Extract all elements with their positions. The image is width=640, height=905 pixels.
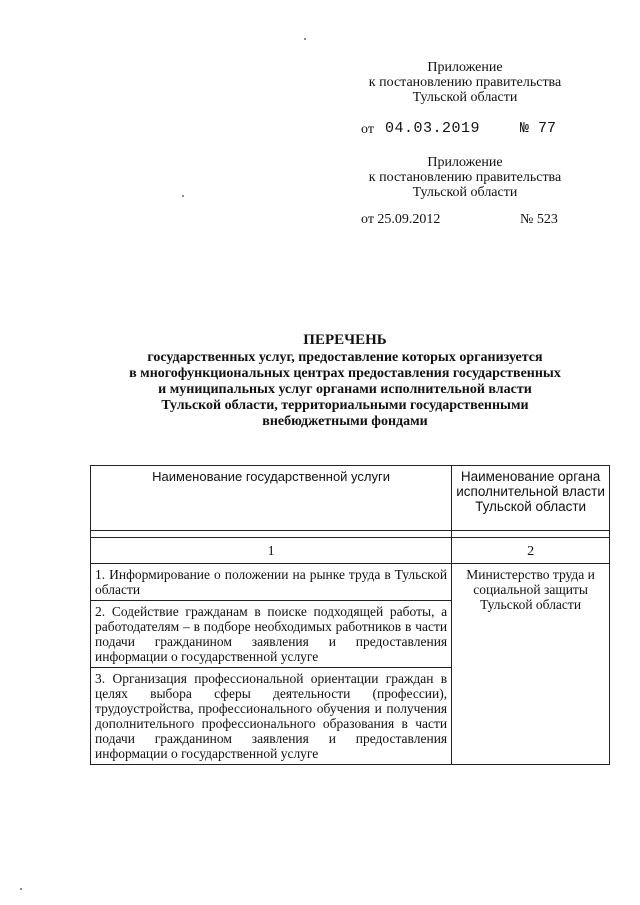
service-row-2: 2. Содействие гражданам в поиске подходящей работы, а работодателям – в подборе необходимых работников в части подачи гражданином заявления и предоставления информации о государственной услуге <box>91 601 452 668</box>
service-row-3: 3. Организация профессиональной ориентации граждан в целях выбора сферы деятельности (профессии), трудоустройства, профессионального обучения и получения дополнительного профессионального образования в части подачи гражданином заявления и предоставления информации о государственной услуге <box>91 668 452 765</box>
appendix-original-number: № 523 <box>520 212 558 227</box>
header-service-name: Наименование государственной услуги <box>91 466 452 531</box>
title-line-4: Тульской области, территориальными государственными <box>161 398 529 413</box>
title-line-5: внебюджетными фондами <box>262 414 428 429</box>
appendix-original-line2: к постановлению правительства <box>368 170 562 185</box>
title-line-1: государственных услуг, предоставление которых организуется <box>147 350 543 365</box>
document-title <box>95 332 595 430</box>
column-number-1: 1 <box>91 538 452 564</box>
appendix-original <box>340 155 590 200</box>
appendix-current-date: 04.03.2019 <box>385 120 481 137</box>
authority-cell: Министерство труда и социальной защиты Тульской области <box>452 564 610 765</box>
appendix-current <box>340 60 590 105</box>
title-line-3: и муниципальных услуг органами исполнительной власти <box>158 382 532 397</box>
scan-speck <box>20 888 22 890</box>
appendix-current-from-label: от <box>361 122 374 137</box>
services-table <box>90 465 610 765</box>
table-row <box>91 564 610 601</box>
appendix-current-number: № 77 <box>520 120 557 137</box>
appendix-current-line3: Тульской области <box>412 90 518 105</box>
table-number-row <box>91 538 610 564</box>
table-header-row <box>91 466 610 531</box>
service-row-1: 1. Информирование о положении на рынке труда в Тульской области <box>91 564 452 601</box>
appendix-current-line2: к постановлению правительства <box>368 75 562 90</box>
appendix-original-line1: Приложение <box>427 155 503 170</box>
column-number-2: 2 <box>452 538 610 564</box>
appendix-current-line1: Приложение <box>427 60 503 75</box>
title-heading: ПЕРЕЧЕНЬ <box>303 332 387 348</box>
header-authority-name: Наименование органа исполнительной власти Тульской области <box>452 466 610 531</box>
appendix-original-date: от 25.09.2012 <box>361 212 441 227</box>
scan-speck <box>182 195 184 197</box>
title-line-2: в многофункциональных центрах предоставления государственных <box>129 366 561 381</box>
scan-speck <box>304 38 306 40</box>
table-gap-row <box>91 531 610 538</box>
appendix-original-line3: Тульской области <box>412 185 518 200</box>
